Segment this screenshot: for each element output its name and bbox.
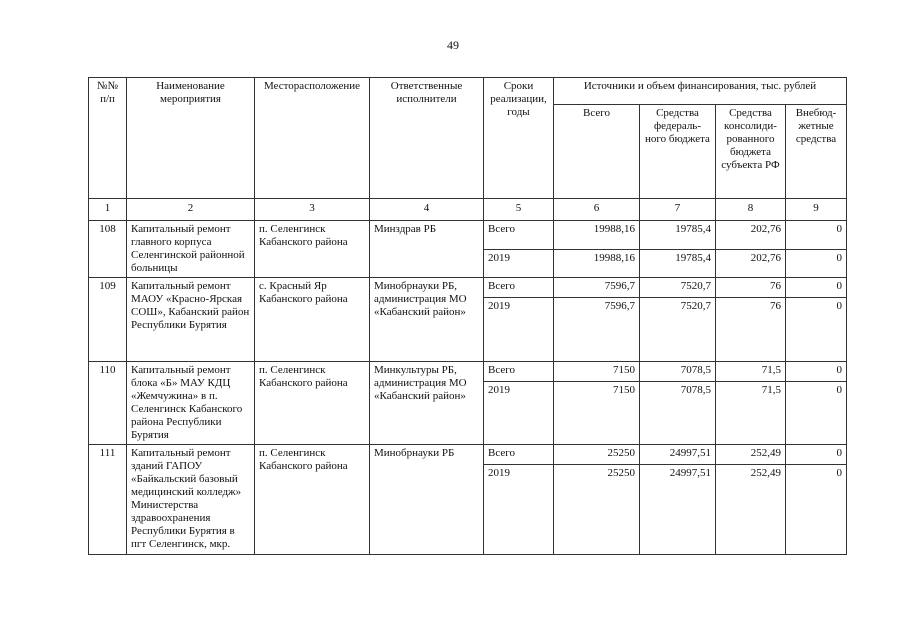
period: 2019 [484, 465, 554, 555]
header-name: Наименование мероприятия [127, 78, 255, 199]
amount-extra: 0 [786, 221, 847, 250]
amount-regional: 71,5 [716, 362, 786, 382]
amount-extra: 0 [786, 465, 847, 555]
location: п. Селенгинск Кабанского района [255, 445, 370, 555]
amount-total: 25250 [554, 445, 640, 465]
period: 2019 [484, 249, 554, 278]
header-number: №№ п/п [89, 78, 127, 199]
event-name: Капитальный ремонт главного корпуса Селенгинской районной больницы [127, 221, 255, 278]
amount-federal: 7520,7 [640, 278, 716, 298]
header-total: Всего [554, 105, 640, 199]
location: с. Красный Яр Кабанского района [255, 278, 370, 362]
header-financing: Источники и объем финансирования, тыс. рублей [554, 78, 847, 105]
row-number: 111 [89, 445, 127, 555]
column-number: 1 [89, 199, 127, 221]
period: 2019 [484, 382, 554, 445]
event-name: Капитальный ремонт блока «Б» МАУ КДЦ «Жемчужина» в п. Селенгинск Кабанского района Республики Бурятия [127, 362, 255, 445]
row-number: 109 [89, 278, 127, 362]
amount-total: 7150 [554, 382, 640, 445]
amount-total: 7596,7 [554, 298, 640, 362]
amount-regional: 202,76 [716, 221, 786, 250]
amount-federal: 7520,7 [640, 298, 716, 362]
column-numbers-row [89, 199, 847, 221]
column-number: 2 [127, 199, 255, 221]
amount-regional: 252,49 [716, 445, 786, 465]
amount-federal: 7078,5 [640, 382, 716, 445]
amount-regional: 252,49 [716, 465, 786, 555]
amount-federal: 19785,4 [640, 249, 716, 278]
header-location: Месторасположение [255, 78, 370, 199]
row-number: 110 [89, 362, 127, 445]
responsible: Минздрав РБ [370, 221, 484, 278]
amount-total: 25250 [554, 465, 640, 555]
column-number: 5 [484, 199, 554, 221]
table-row [89, 362, 847, 382]
amount-total: 7150 [554, 362, 640, 382]
responsible: Минобрнауки РБ [370, 445, 484, 555]
page-number: 49 [447, 38, 459, 52]
amount-federal: 7078,5 [640, 362, 716, 382]
column-number: 9 [786, 199, 847, 221]
header-extra: Внебюд-жетные средства [786, 105, 847, 199]
responsible: Минобрнауки РБ, администрация МО «Кабанский район» [370, 278, 484, 362]
event-name: Капитальный ремонт МАОУ «Красно-Ярская СОШ», Кабанский район Республики Бурятия [127, 278, 255, 362]
period: 2019 [484, 298, 554, 362]
header-responsible: Ответственные исполнители [370, 78, 484, 199]
amount-extra: 0 [786, 382, 847, 445]
amount-extra: 0 [786, 362, 847, 382]
location: п. Селенгинск Кабанского района [255, 362, 370, 445]
amount-federal: 24997,51 [640, 465, 716, 555]
location: п. Селенгинск Кабанского района [255, 221, 370, 278]
period: Всего [484, 445, 554, 465]
table-row [89, 278, 847, 298]
table-row [89, 445, 847, 465]
amount-extra: 0 [786, 278, 847, 298]
amount-regional: 202,76 [716, 249, 786, 278]
period: Всего [484, 362, 554, 382]
financing-table [88, 77, 847, 555]
table-row [89, 221, 847, 250]
header-federal: Средства федераль-ного бюджета [640, 105, 716, 199]
amount-federal: 19785,4 [640, 221, 716, 250]
column-number: 6 [554, 199, 640, 221]
column-number: 4 [370, 199, 484, 221]
amount-total: 7596,7 [554, 278, 640, 298]
column-number: 8 [716, 199, 786, 221]
amount-federal: 24997,51 [640, 445, 716, 465]
amount-regional: 71,5 [716, 382, 786, 445]
header-period: Сроки реализации, годы [484, 78, 554, 199]
amount-regional: 76 [716, 298, 786, 362]
event-name: Капитальный ремонт зданий ГАПОУ «Байкальский базовый медицинский колледж» Министерства здравоохранения Республики Бурятия в пгт Селенгинск, мкр. [127, 445, 255, 555]
amount-extra: 0 [786, 298, 847, 362]
row-number: 108 [89, 221, 127, 278]
amount-total: 19988,16 [554, 221, 640, 250]
column-number: 3 [255, 199, 370, 221]
period: Всего [484, 221, 554, 250]
amount-extra: 0 [786, 445, 847, 465]
period: Всего [484, 278, 554, 298]
column-number: 7 [640, 199, 716, 221]
amount-total: 19988,16 [554, 249, 640, 278]
header-regional: Средства консолиди-рованного бюджета субъекта РФ [716, 105, 786, 199]
amount-regional: 76 [716, 278, 786, 298]
responsible: Минкультуры РБ, администрация МО «Кабанский район» [370, 362, 484, 445]
amount-extra: 0 [786, 249, 847, 278]
